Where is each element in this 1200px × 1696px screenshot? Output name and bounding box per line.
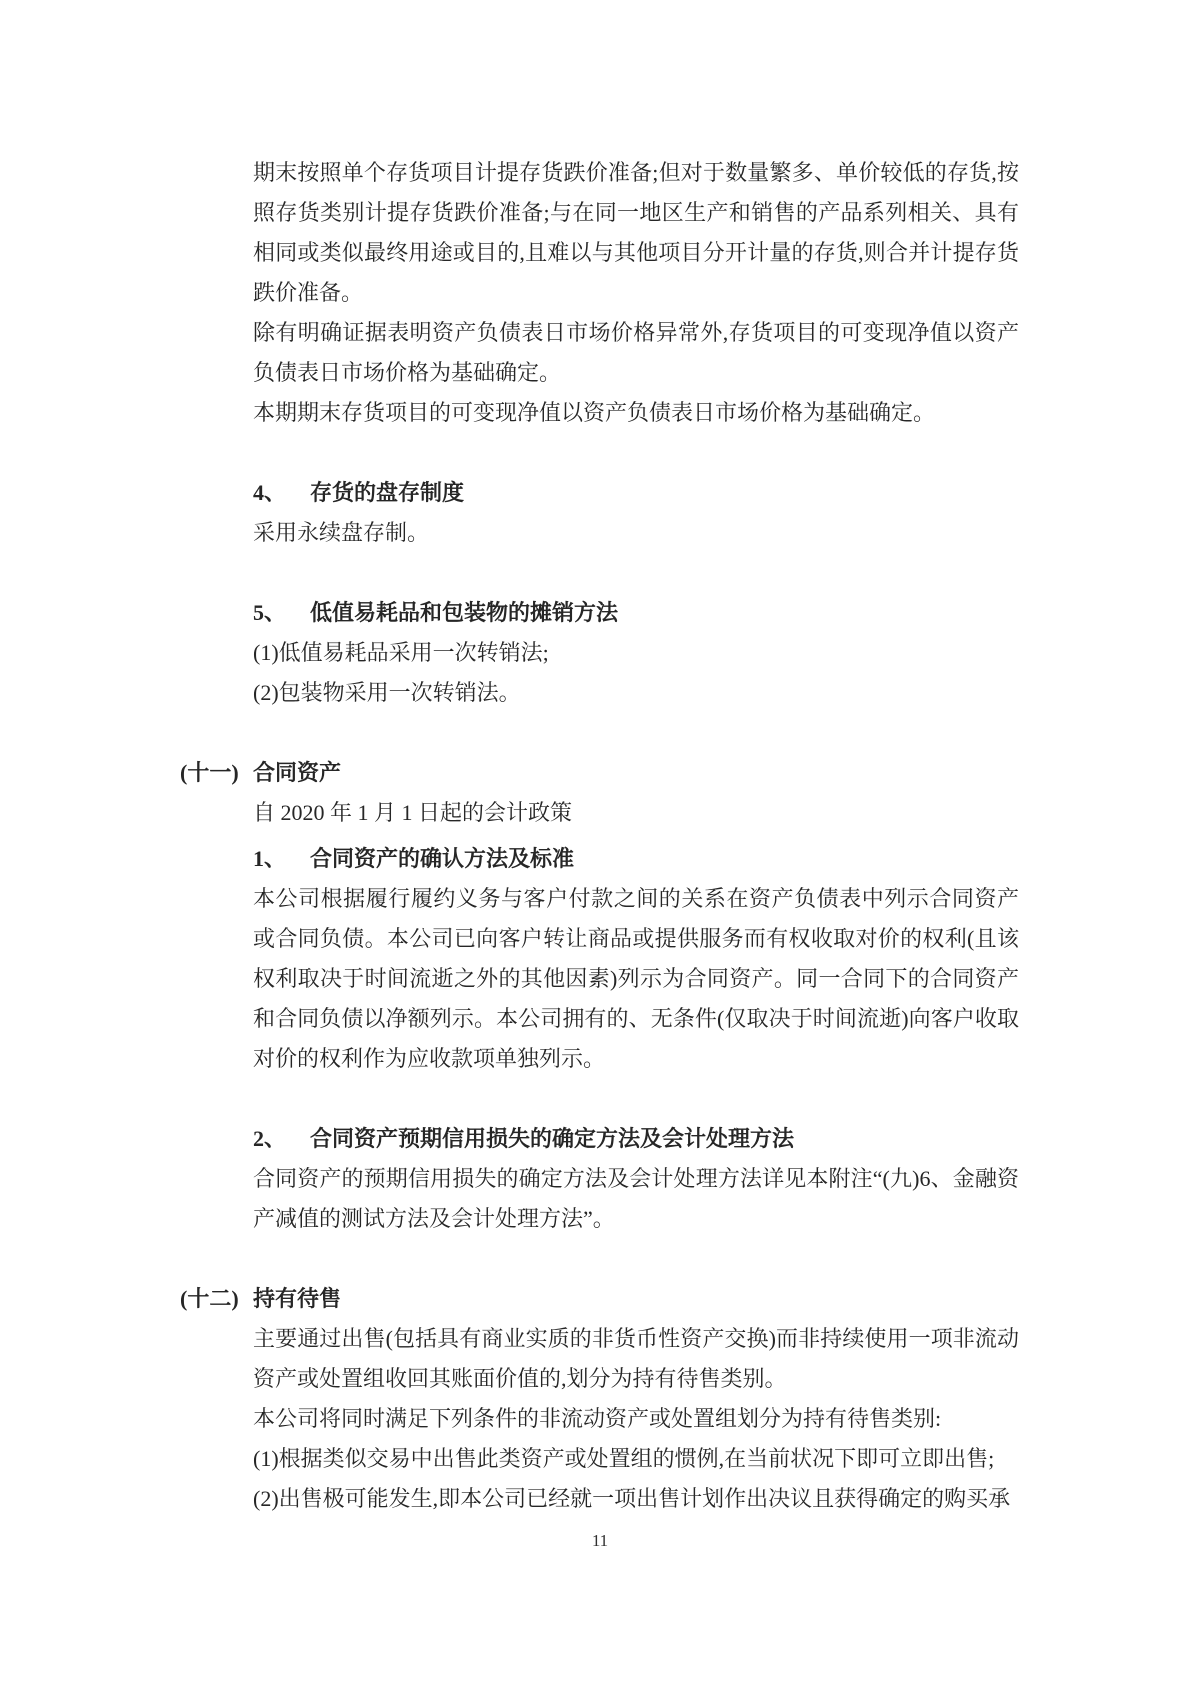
sub-heading-title: 合同资产预期信用损失的确定方法及会计处理方法 (310, 1126, 795, 1151)
paragraph: 除有明确证据表明资产负债表日市场价格异常外,存货项目的可变现净值以资产负债表日市场价格为基础确定。 (253, 320, 1019, 385)
sub-heading (253, 473, 1019, 513)
sub-heading (253, 1119, 1019, 1159)
section-heading-number: (十一) (180, 760, 239, 785)
sub-heading-title: 合同资产的确认方法及标准 (310, 846, 575, 871)
list-item: (1)低值易耗品采用一次转销法; (253, 640, 549, 665)
sub-heading-title: 低值易耗品和包装物的摊销方法 (310, 600, 619, 625)
sub-heading-number: 5、 (253, 600, 287, 625)
document-body (180, 153, 1019, 1519)
section-heading (180, 1279, 1019, 1319)
page-number: 11 (591, 1531, 609, 1550)
paragraph: 期末按照单个存货项目计提存货跌价准备;但对于数量繁多、单价较低的存货,按照存货类别计提存货跌价准备;与在同一地区生产和销售的产品系列相关、具有相同或类似最终用途或目的,且难以与其他项目分开计量的存货,则合并计提存货跌价准备。 (253, 160, 1019, 305)
paragraph: 自 2020 年 1 月 1 日起的会计政策 (253, 800, 573, 825)
sub-heading-title: 存货的盘存制度 (310, 480, 465, 505)
section-heading-title: 持有待售 (253, 1286, 342, 1311)
sub-heading-number: 4、 (253, 480, 287, 505)
paragraph: 本期期末存货项目的可变现净值以资产负债表日市场价格为基础确定。 (253, 400, 936, 425)
paragraph: 主要通过出售(包括具有商业实质的非货币性资产交换)而非持续使用一项非流动资产或处置组收回其账面价值的,划分为持有待售类别。 (253, 1326, 1019, 1391)
paragraph: 本公司根据履行履约义务与客户付款之间的关系在资产负债表中列示合同资产或合同负债。本公司已向客户转让商品或提供服务而有权收取对价的权利(且该权利取决于时间流逝之外的其他因素)列示为合同资产。同一合同下的合同资产和合同负债以净额列示。本公司拥有的、无条件(仅取决于时间流逝)向客户收取对价的权利作为应收款项单独列示。 (253, 886, 1019, 1071)
list-item: (2)包装物采用一次转销法。 (253, 680, 521, 705)
sub-heading-number: 1、 (253, 846, 287, 871)
paragraph: 本公司将同时满足下列条件的非流动资产或处置组划分为持有待售类别: (253, 1406, 942, 1431)
section-heading-number: (十二) (180, 1286, 239, 1311)
list-item: (1)根据类似交易中出售此类资产或处置组的惯例,在当前状况下即可立即出售; (253, 1446, 995, 1471)
section-heading-title: 合同资产 (253, 760, 342, 785)
list-item: (2)出售极可能发生,即本公司已经就一项出售计划作出决议且获得确定的购买承 (253, 1486, 1011, 1511)
sub-heading (253, 593, 1019, 633)
paragraph: 合同资产的预期信用损失的确定方法及会计处理方法详见本附注“(九)6、金融资产减值的测试方法及会计处理方法”。 (253, 1166, 1019, 1231)
sub-heading (253, 839, 1019, 879)
sub-heading-number: 2、 (253, 1126, 287, 1151)
section-heading (180, 753, 1019, 793)
paragraph: 采用永续盘存制。 (253, 520, 430, 545)
